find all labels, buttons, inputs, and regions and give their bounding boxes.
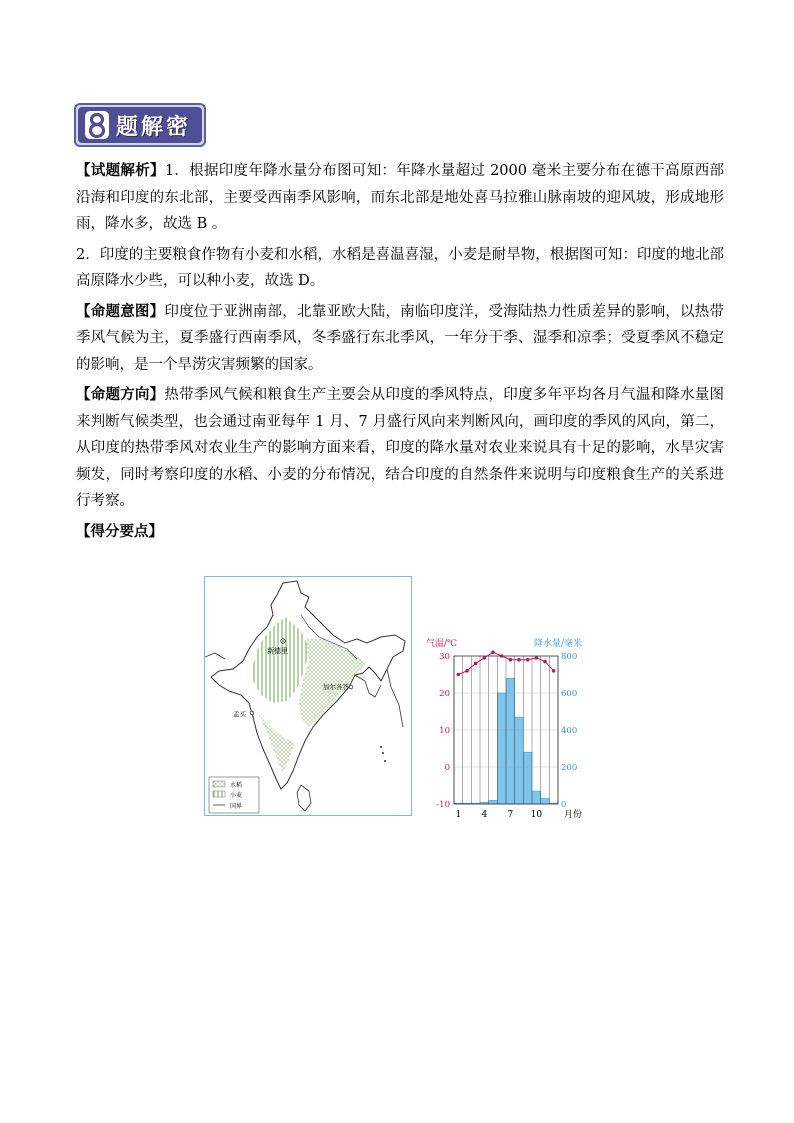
temperature-point: [517, 658, 521, 662]
city-label-kolkata: 加尔各答: [323, 683, 349, 691]
kolkata-marker: [349, 685, 353, 689]
left-tick-label: 30: [439, 652, 450, 662]
right-axis-title: 降水量/毫米: [534, 639, 583, 649]
precipitation-bar: [541, 798, 550, 804]
right-tick-label: 800: [561, 652, 578, 662]
temperature-point: [543, 660, 547, 664]
neighbor-coast: [205, 653, 225, 659]
climate-chart-svg: [424, 632, 594, 820]
temperature-point: [535, 656, 539, 660]
right-tick-label: 600: [561, 689, 578, 699]
right-tick-label: 0: [561, 800, 567, 810]
paragraph-text: 印度位于亚洲南部，北靠亚欧大陆，南临印度洋，受海陆热力性质差异的影响，以热带季风气候为主，夏季盛行西南季风，冬季盛行东北季风，一年分干季、湿季和凉季；受夏季风不稳定的影响，是一个旱涝灾害频繁的国家。: [76, 303, 725, 373]
section-banner-inner: [78, 107, 202, 143]
x-tick-label: 10: [530, 810, 543, 820]
legend-rice-swatch: [213, 781, 225, 787]
paragraph-question2: [76, 242, 724, 295]
map-legend: [209, 777, 259, 813]
island: [384, 760, 386, 762]
x-axis-unit: 月份: [564, 810, 583, 820]
x-tick-label: 7: [507, 810, 514, 820]
sri-lanka: [297, 785, 311, 811]
paragraph-tag: 【命题意图】: [76, 302, 165, 320]
paragraph-keypoints: [76, 519, 724, 546]
chart-plot: [436, 651, 577, 821]
paragraph-intent: [76, 299, 724, 379]
left-tick-label: 0: [444, 763, 450, 773]
temperature-point: [509, 658, 513, 662]
mumbai-marker: [250, 711, 254, 715]
myanmar-coast: [387, 669, 403, 727]
left-tick-label: 20: [439, 689, 450, 699]
precipitation-bar: [532, 791, 541, 804]
temperature-point: [483, 656, 487, 660]
climate-chart: [424, 632, 594, 820]
paragraph-tag: 【试题解析】: [76, 162, 165, 179]
analysis-content: [76, 158, 724, 549]
city-label-mumbai: 孟买: [233, 710, 246, 718]
paragraph-text: 热带季风气候和粮食生产主要会从印度的季风特点，印度多年平均各月气温和降水量图来判断气候类型，也会通过南亚每年 1 月、7 月盛行风向来判断风向，画印度的季风的风向，第二，从印度的热带季风对农业生产的影响方面来看，印度的降水量对农业来说具有十足的影响，水旱灾害频发，同时考察印度的水稻、小麦的分布情况，结合印度的自然条件来说明与印度粮食生产的关系进行考察。: [76, 387, 725, 509]
temperature-point: [526, 658, 530, 662]
temperature-point: [465, 669, 469, 673]
x-tick-label: 4: [481, 810, 488, 820]
precipitation-bar: [506, 678, 515, 804]
x-tick-label: 1: [455, 810, 462, 820]
section-banner: [74, 103, 206, 147]
left-axis-title: 气温/℃: [426, 639, 458, 649]
temperature-point: [474, 662, 478, 666]
temperature-point: [500, 654, 504, 658]
precipitation-bar: [489, 800, 498, 804]
paragraph-analysis: [76, 158, 724, 238]
paragraph-text: 2．印度的主要粮食作物有小麦和水稻，水稻是喜温喜湿，小麦是耐旱物，根据图可知：印度的地北部高原降水少些，可以种小麦，故选 D。: [76, 246, 724, 289]
right-tick-label: 400: [561, 726, 578, 736]
bangladesh-border: [355, 675, 381, 697]
city-label-delhi: 新德里: [267, 647, 288, 655]
legend-border-label: 国界: [230, 803, 243, 810]
paragraph-direction: [76, 382, 724, 515]
india-map-svg: [205, 577, 411, 815]
paragraph-tag: 【得分要点】: [76, 522, 163, 540]
temperature-point: [491, 651, 495, 655]
paragraph-text: 1．根据印度年降水量分布图可知：年降水量超过 2000 毫米主要分布在德干高原西部沿海和印度的东北部，主要受西南季风影响，而东北部是地处喜马拉雅山脉南坡的迎风坡，形成地形雨，降水多，故选 B 。: [76, 163, 725, 232]
precipitation-bar: [497, 693, 506, 804]
temperature-point: [457, 673, 461, 677]
precipitation-bar: [523, 752, 532, 804]
left-tick-label: 10: [439, 726, 450, 736]
banner-title: 题解密: [116, 114, 192, 140]
india-crop-map: [204, 576, 412, 816]
legend-wheat-swatch: [213, 791, 225, 797]
legend-rice-label: 水稻: [230, 782, 243, 789]
temperature-point: [552, 669, 556, 673]
island: [380, 746, 382, 748]
island: [382, 752, 384, 754]
number-8-badge-icon: [84, 110, 110, 140]
figure-india: [204, 576, 594, 820]
legend-wheat-label: 小麦: [230, 792, 243, 799]
delhi-marker-dot: [282, 640, 284, 642]
right-tick-label: 200: [561, 763, 578, 773]
paragraph-tag: 【命题方向】: [76, 386, 165, 403]
left-tick-label: -10: [436, 800, 450, 810]
